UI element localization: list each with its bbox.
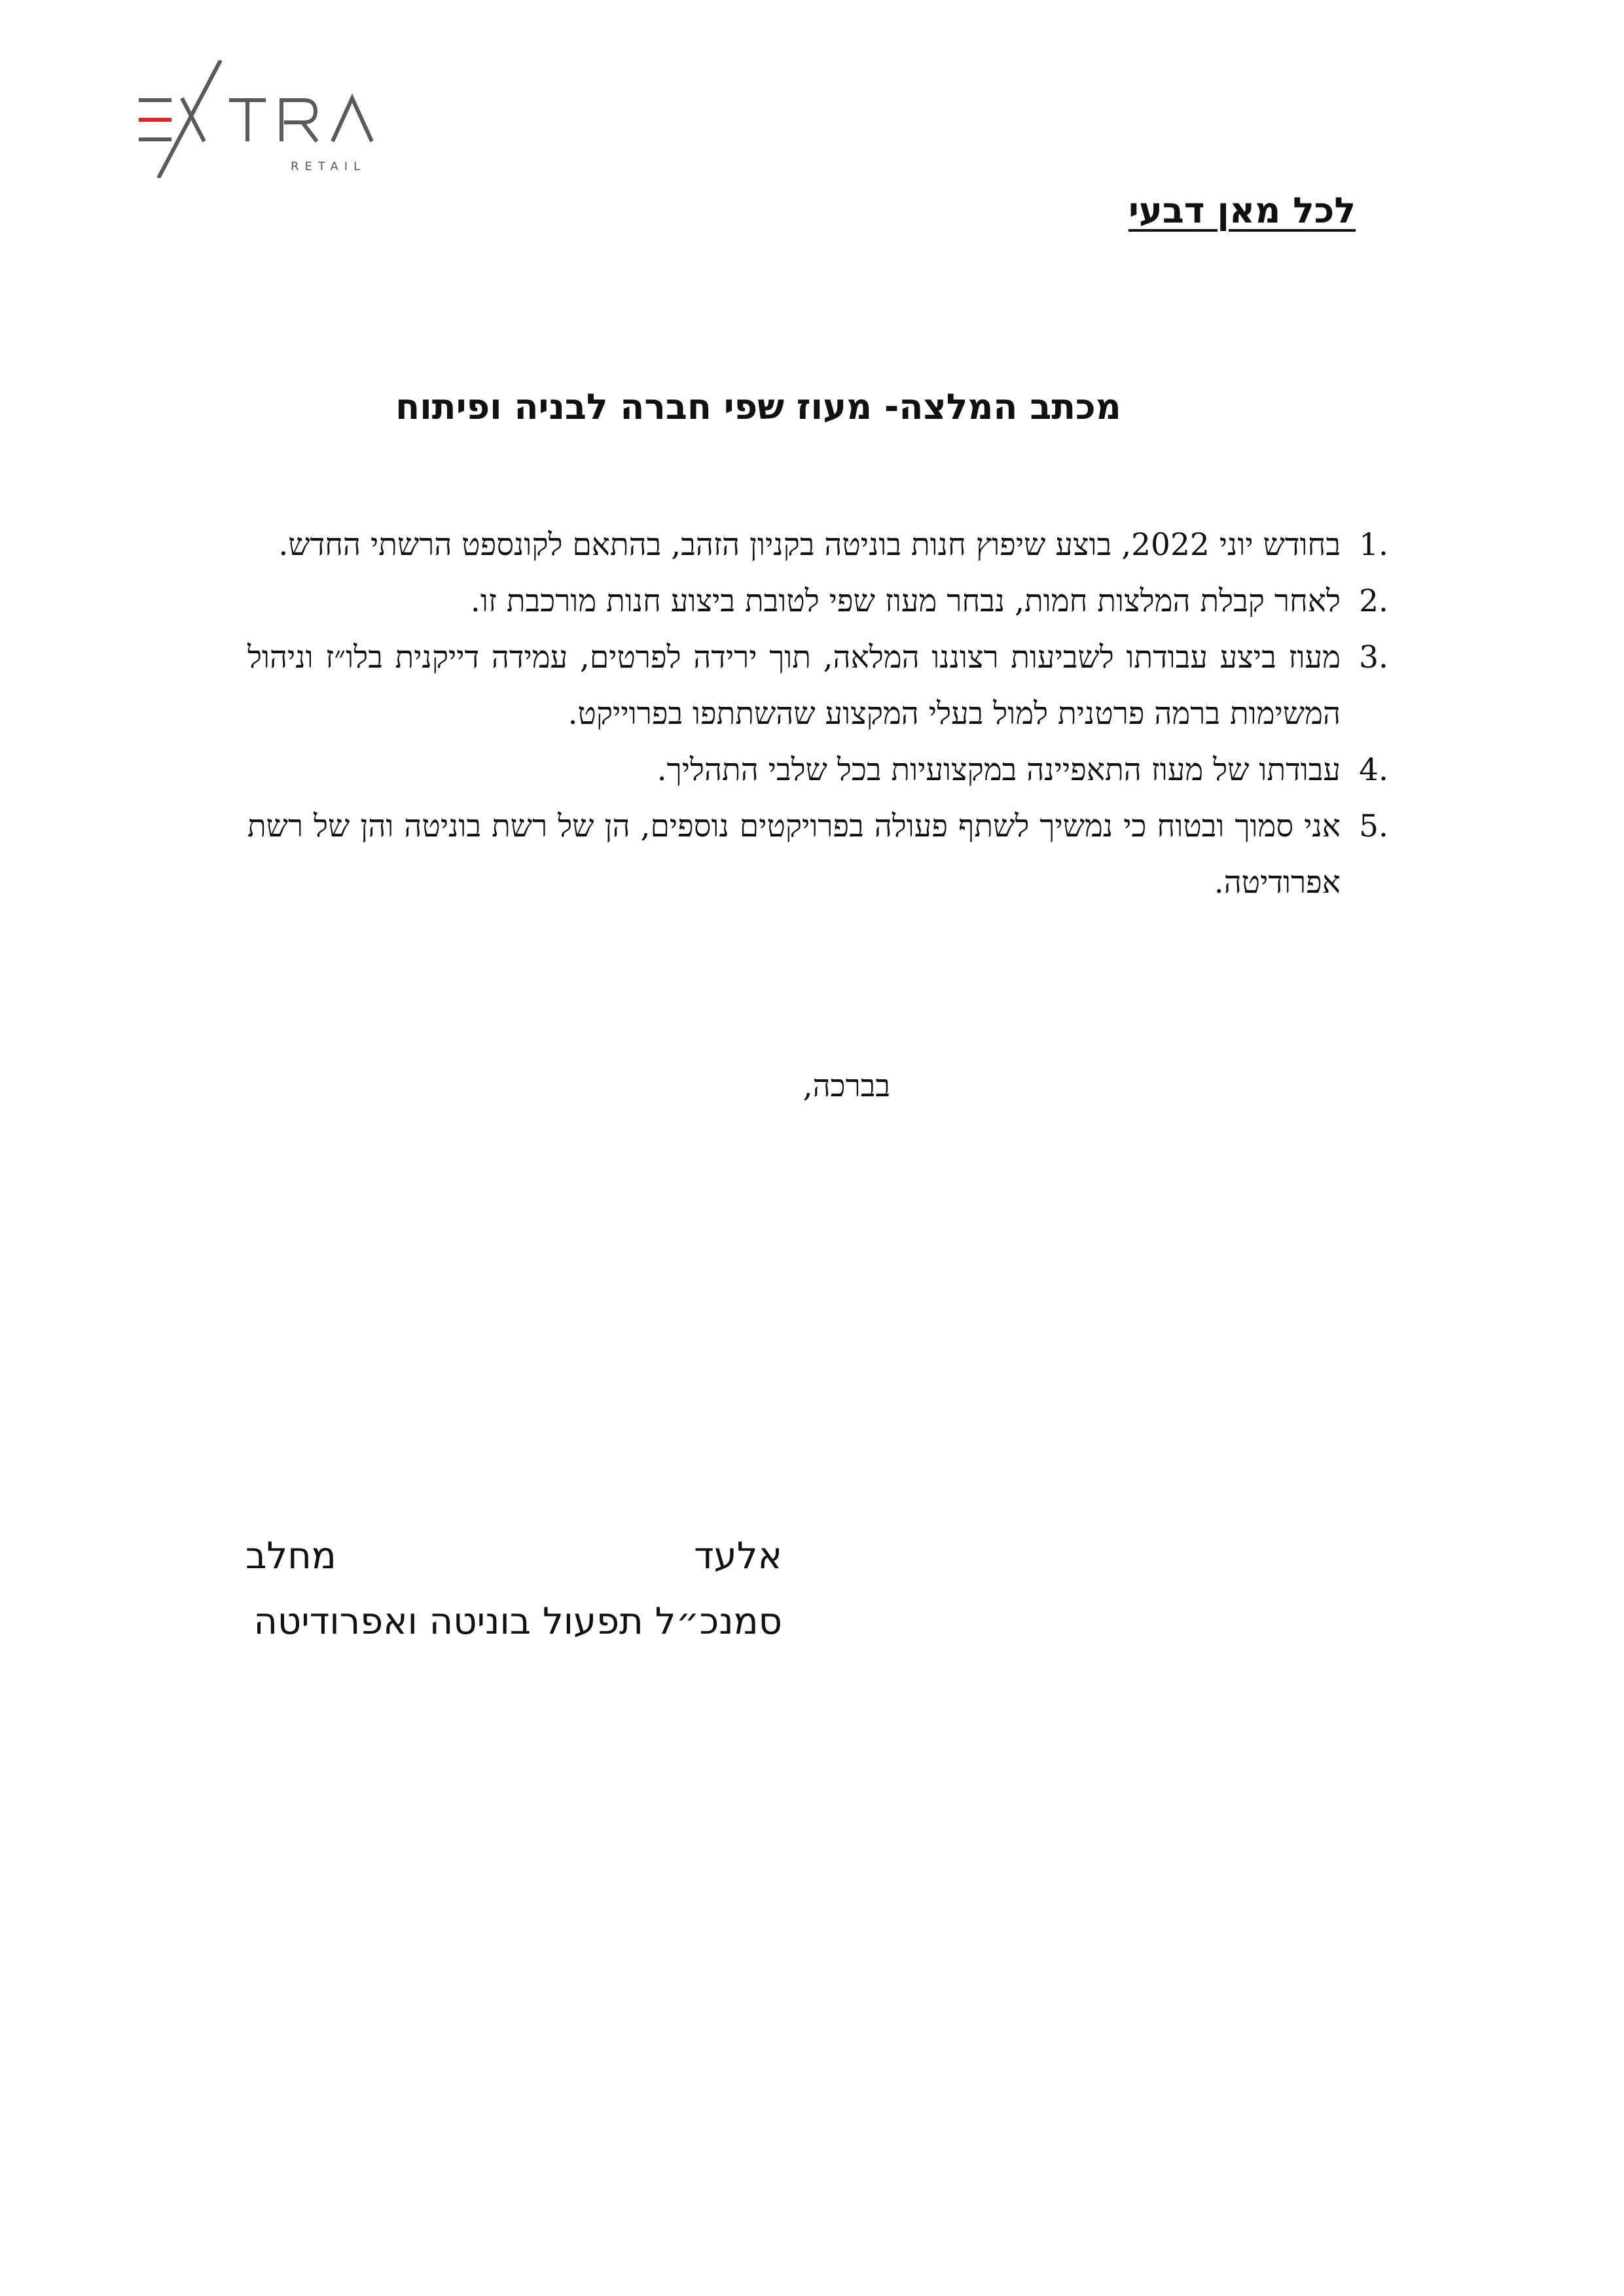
- item-number: 3.: [1359, 639, 1388, 675]
- letter-title: [0, 386, 1624, 427]
- signer-first-name: אלעד: [694, 1535, 782, 1577]
- item-text: עבודתו של מעוז התאפיינה במקצועיות בכל שלבי התהליך.: [657, 752, 1341, 788]
- item-number: 5.: [1359, 808, 1388, 844]
- letter-title-text: מכתב המלצה- מעוז שפי חברה לבניה ופיתוח: [395, 386, 1121, 427]
- extra-retail-logo: [139, 60, 401, 178]
- signature-name: [245, 1535, 782, 1587]
- item-text: מעוז ביצע עבודתו לשביעות רצוננו המלאה, תוך ירידה לפרטים, עמידה דייקנית בלו״ז וניהול המשימות ברמה פרטנית למול בעלי המקצוע שהשתתפו בפרוייקט.: [247, 639, 1341, 732]
- item-text: לאחר קבלת המלצות חמות, נבחר מעוז שפי לטובת ביצוע חנות מורכבת זו.: [470, 583, 1341, 619]
- item-number: 2.: [1359, 583, 1388, 619]
- list-item: [247, 630, 1388, 742]
- addressee: לכל מאן דבעי: [1128, 190, 1356, 231]
- list-item: [247, 798, 1388, 911]
- item-text: בחודש יוני 2022, בוצע שיפוץ חנות בוניטה בקניון הזהב, בהתאם לקונספט הרשתי החדש.: [278, 527, 1341, 563]
- item-text: אני סמוך ובטוח כי נמשיך לשתף פעולה בפרויקטים נוספים, הן של רשת בוניטה והן של רשת אפרודיטה.: [247, 808, 1341, 901]
- closing-greeting: בברכה,: [803, 1068, 890, 1104]
- signer-role: סמנכ״ל תפעול בוניטה ואפרודיטה: [253, 1600, 782, 1643]
- logo-subtitle: RETAIL: [291, 160, 367, 173]
- item-number: 1.: [1359, 527, 1388, 563]
- list-item: [247, 517, 1388, 573]
- recommendation-list: [247, 517, 1388, 911]
- list-item: [247, 573, 1388, 630]
- list-item: [247, 742, 1388, 798]
- item-number: 4.: [1359, 752, 1388, 788]
- signer-last-name: מחלב: [245, 1535, 336, 1577]
